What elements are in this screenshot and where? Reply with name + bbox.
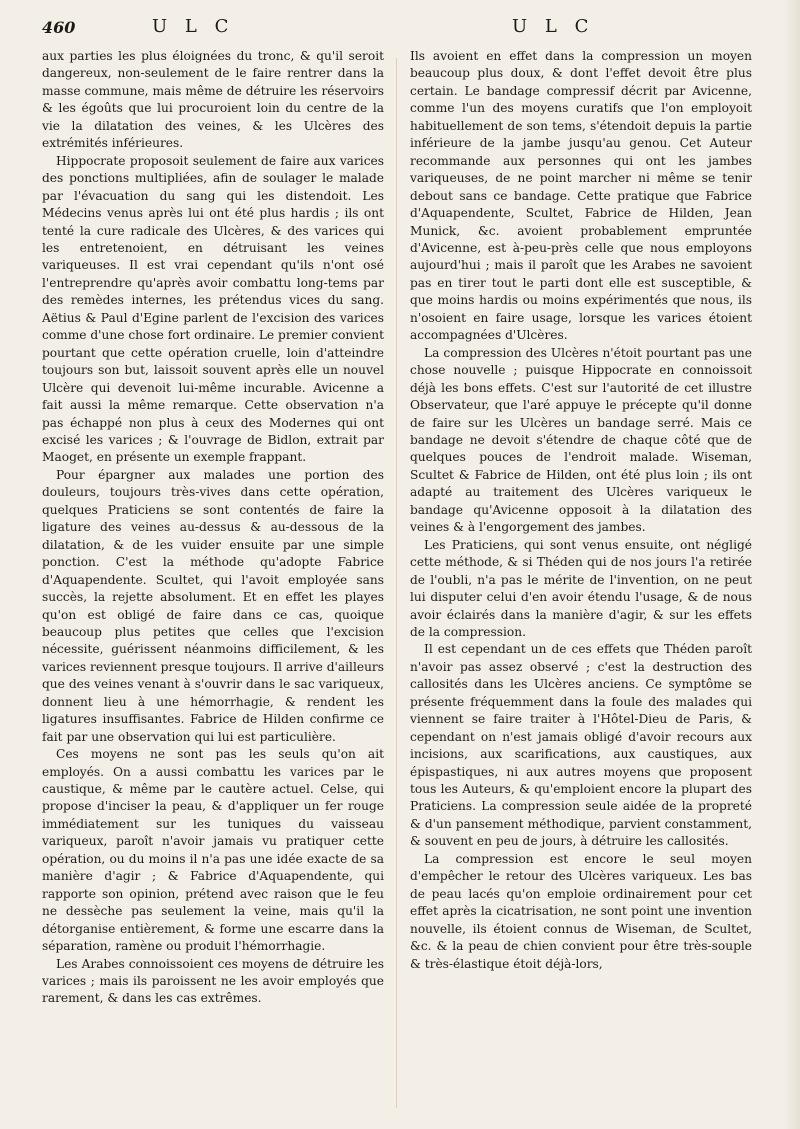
page-header (42, 14, 772, 46)
running-title-right: U L C (512, 16, 595, 37)
paragraph: aux parties les plus éloignées du tronc, & qu'il seroit dangereux, non-seulement de le faire rentrer dans la masse commune, mais même de détruire les réservoirs & les égoûts que lui procuroient loin du centre de la vie la dilatation des veines, & les Ulcères des extrémités inférieures. (42, 49, 384, 151)
running-title-left: U L C (152, 16, 235, 37)
paragraph: Ces moyens ne sont pas les seuls qu'on ait employés. On a aussi combattu les varices par le caustique, & même par le cautère actuel. Celse, qui propose d'inciser la peau, & d'appliquer un fer rouge immédiatement sur les tuniques du vaisseau variqueux, paroît n'avoir jamais vu pratiquer cette opération, ou du moins il n'a pas une idée exacte de sa manière d'agir ; & Fabrice d'Aquapendente, qui rapporte son opinion, prétend avec raison que le feu ne dessèche pas seulement la veine, mais qu'il la détorganise entièrement, & forme une escarre dans la séparation, ramène ou produit l'hémorrhagie. (42, 747, 384, 954)
paragraph: La compression est encore le seul moyen d'empêcher le retour des Ulcères variqueux. Les bas de peau lacés qu'on emploie ordinairement pour cet effet après la cicatrisation, ne sont point une invention nouvelle, ils étoient connus de Wiseman, de Scultet, &c. & la peau de chien convient pour être très-souple & très-élastique étoit déjà-lors, (410, 851, 752, 971)
column-divider (396, 58, 397, 1108)
paragraph: Les Arabes connoissoient ces moyens de détruire les varices ; mais ils paroissent ne les avoir employés que rarement, & dans les cas extrêmes. (42, 956, 384, 1006)
right-column (410, 48, 752, 1120)
paragraph: La compression des Ulcères n'étoit pourtant pas une chose nouvelle ; puisque Hippocrate en connoissoit déjà les bons effets. C'est sur l'autorité de cet illustre Observateur, que l'aré appuye le précepte qu'il donne de faire sur les Ulcères un bandage serré. Mais ce bandage ne devoit s'étendre de chaque côté que de quelques pouces de l'endroit malade. Wiseman, Scultet & Fabrice de Hilden, ont été plus loin ; ils ont adapté au traitement des Ulcères variqueux le bandage qu'Avicenne opposoit à la dilatation des veines & à l'engorgement des jambes. (410, 345, 752, 535)
left-column (42, 48, 384, 1120)
page-number: 460 (42, 18, 76, 37)
paragraph: Hippocrate proposoit seulement de faire aux varices des ponctions multipliées, afin de soulager le malade par l'évacuation du sang qui les distendoit. Les Médecins venus après lui ont été plus hardis ; ils ont tenté la cure radicale des Ulcères, & des varices qui les entretenoient, en détruisant les veines variqueuses. Il est vrai cependant qu'ils n'ont osé l'entreprendre qu'après avoir combattu long-tems par des remèdes internes, les prétendus vices du sang. Aëtius & Paul d'Egine parlent de l'excision des varices comme d'une chose fort ordinaire. Le premier convient pourtant que cette opération cruelle, loin d'atteindre toujours son but, laissoit souvent après elle un nouvel Ulcère qui devenoit lui-même incurable. Avicenne a fait aussi la même remarque. Cette observation n'a pas échappé non plus à ceux des Modernes qui ont excisé les varices ; & l'ouvrage de Bidlon, extrait par Maoget, en présente un exemple frappant. (42, 153, 384, 465)
paragraph: Ils avoient en effet dans la compression un moyen beaucoup plus doux, & dont l'effet devoit être plus certain. Le bandage compressif décrit par Avicenne, comme l'un des moyens curatifs que l'on employoit habituellement de son tems, s'étendoit depuis la partie inférieure de la jambe jusqu'au genou. Cet Auteur recommande aux personnes qui ont les jambes variqueuses, de ne point marcher ni même se tenir debout sans ce bandage. Cette pratique que Fabrice d'Aquapendente, Scultet, Fabrice de Hilden, Jean Munick, &c. avoient probablement empruntée d'Avicenne, est à-peu-près celle que nous employons aujourd'hui ; mais il paroît que les Arabes ne savoient pas en tirer tout le parti dont elle est susceptible, & que moins hardis ou moins expérimentés que nous, ils n'osoient en faire usage, lorsque les varices étoient accompagnées d'Ulcères. (410, 49, 752, 343)
paragraph: Les Praticiens, qui sont venus ensuite, ont négligé cette méthode, & si Théden qui de nos jours l'a retirée de l'oubli, n'a pas le mérite de l'invention, on ne peut lui disputer celui d'en avoir étendu l'usage, & de nous avoir éclairés dans la manière d'agir, & sur les effets de la compression. (410, 537, 752, 639)
paragraph: Il est cependant un de ces effets que Théden paroît n'avoir pas assez observé ; c'est la destruction des callosités dans les Ulcères anciens. Ce symptôme se présente fréquemment dans la foule des malades qui viennent se faire traiter à l'Hôtel-Dieu de Paris, & cependant on n'est jamais obligé d'avoir recours aux incisions, aux scarifications, aux caustiques, aux épispastiques, ni aux autres moyens que proposent tous les Auteurs, & qu'emploient encore la plupart des Praticiens. La compression seule aidée de la propreté & d'un pansement méthodique, parvient constamment, & souvent en peu de jours, à détruire les callosités. (410, 642, 752, 849)
page-edge (784, 0, 800, 1129)
paragraph: Pour épargner aux malades une portion des douleurs, toujours très-vives dans cette opération, quelques Praticiens se sont contentés de faire la ligature des veines au-dessus & au-dessous de la dilatation, & de les vuider ensuite par une simple ponction. C'est la méthode qu'adopte Fabrice d'Aquapendente. Scultet, qui l'avoit employée sans succès, la rejette absolument. Et en effet les playes qu'on est obligé de faire dans ce cas, quoique beaucoup plus petites que celles que l'excision nécessite, guérissent néanmoins difficilement, & les varices reviennent presque toujours. Il arrive d'ailleurs que des veines venant à s'ouvrir dans le sac variqueux, donnent lieu à une hémorrhagie, & rendent les ligatures insuffisantes. Fabrice de Hilden confirme ce fait par une observation qui lui est particulière. (42, 467, 384, 744)
